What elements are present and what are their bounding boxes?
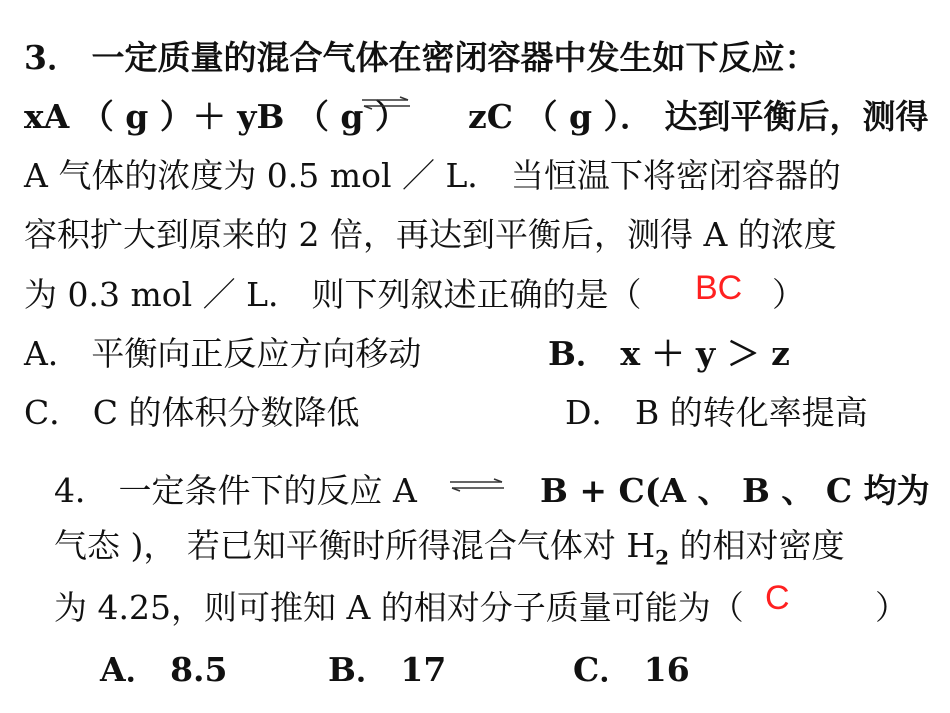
q3-option-c — [24, 393, 359, 433]
q3-option-d-text: D． B 的转化率提高 — [565, 393, 868, 432]
q3-option-d — [565, 393, 868, 433]
q4-line-1-left-text: 4． 一定条件下的反应 A — [54, 471, 417, 510]
q3-line-5-left — [24, 275, 642, 315]
q3-option-b — [548, 334, 790, 374]
q4-line-1-left — [54, 471, 417, 511]
q4-line-1-right — [540, 471, 930, 511]
q3-option-a-text: A． 平衡向正反应方向移动 — [24, 334, 422, 373]
q4-line-2-text-b: 的相对密度 — [669, 526, 845, 565]
q3-line-5-right — [772, 275, 805, 315]
q3-option-a — [24, 334, 421, 374]
q4-option-c-text: C． 16 — [573, 650, 690, 689]
q4-option-a — [100, 650, 228, 690]
q4-option-b — [328, 650, 446, 690]
q4-option-a-text: A． 8.5 — [100, 650, 228, 689]
q4-line-1-right-text: B + C(A 、 B 、 C 均为 — [540, 471, 930, 510]
q3-line-5-left-text: 为 0.3 mol ／ L． 则下列叙述正确的是（ — [24, 275, 642, 314]
q4-option-c — [573, 650, 690, 690]
equilibrium-arrow-icon — [448, 478, 506, 492]
q3-line-2-right — [468, 97, 929, 137]
q3-line-4 — [24, 215, 837, 255]
q3-line-2-left-text: xA （ g ）＋ yB （ g ） — [24, 97, 408, 136]
equilibrium-arrow-icon — [360, 96, 412, 110]
q3-line-2-right-text: zC （ g ）． 达到平衡后，测得 — [468, 97, 929, 136]
q3-line-2-left — [24, 97, 408, 137]
q3-line-4-text: 容积扩大到原来的 2 倍，再达到平衡后，测得 A 的浓度 — [24, 215, 837, 254]
q3-option-b-text: B． x ＋ y ＞ z — [548, 334, 790, 373]
q4-line-3-left — [54, 588, 744, 628]
q4-line-2 — [54, 526, 845, 578]
q4-line-3-left-text: 为 4.25，则可推知 A 的相对分子质量可能为（ — [54, 588, 744, 627]
q3-option-c-text: C． C 的体积分数降低 — [24, 393, 360, 432]
q3-line-3 — [24, 156, 841, 196]
q4-line-2-subscript: 2 — [655, 545, 670, 570]
q4-answer: C — [765, 579, 790, 617]
q3-line-1-text: 3． 一定质量的混合气体在密闭容器中发生如下反应： — [24, 38, 818, 77]
q4-option-b-text: B． 17 — [328, 650, 447, 689]
q3-line-1 — [24, 38, 817, 78]
q3-answer: BC — [695, 269, 743, 307]
q4-line-3-right — [875, 588, 908, 628]
q4-line-3-right-text: ） — [875, 588, 908, 627]
q3-line-5-right-text: ） — [772, 275, 805, 314]
q3-line-3-text: A 气体的浓度为 0.5 mol ／ L． 当恒温下将密闭容器的 — [24, 156, 841, 195]
q4-line-2-text-a: 气态 )， 若已知平衡时所得混合气体对 H — [54, 526, 656, 565]
